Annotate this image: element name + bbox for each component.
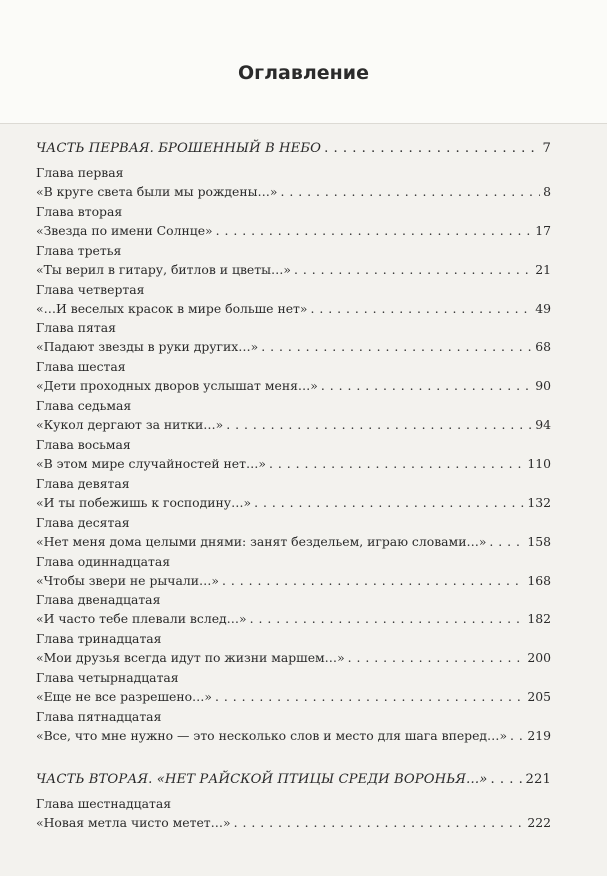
chapter-title: «Кукол дергают за нитки…»	[36, 417, 224, 433]
dot-leader	[254, 493, 524, 512]
toc-chapter	[36, 794, 551, 832]
toc-chapter	[36, 357, 551, 395]
chapter-label: Глава пятая	[36, 320, 116, 336]
chapter-page-number: 68	[535, 339, 551, 355]
toc-chapter	[36, 396, 551, 434]
chapter-page-number: 110	[527, 455, 551, 471]
chapter-line[interactable]	[36, 454, 551, 473]
chapter-title: «Звезда по имени Солнце»	[36, 222, 213, 238]
dot-leader	[250, 609, 525, 628]
chapter-title: «И ты побежишь к господину…»	[36, 494, 252, 510]
chapter-page-number: 21	[535, 261, 551, 277]
chapter-label: Глава первая	[36, 165, 124, 180]
chapter-label: Глава тринадцатая	[36, 631, 162, 647]
chapter-title: «Падают звезды в руки других…»	[36, 339, 259, 355]
chapter-line[interactable]	[36, 299, 551, 318]
chapter-page-number: 219	[527, 727, 551, 743]
chapter-title: «Еще не все разрешено…»	[36, 689, 213, 705]
toc-chapter	[36, 318, 551, 356]
chapter-page-number: 158	[527, 533, 551, 549]
chapter-page-number: 90	[535, 378, 551, 394]
toc-chapter	[36, 552, 551, 590]
toc-chapter	[36, 513, 551, 551]
chapter-title: «Мои друзья всегда идут по жизни маршем…»	[36, 650, 345, 666]
toc-part	[36, 770, 551, 789]
chapter-label: Глава третья	[36, 242, 122, 258]
chapter-label: Глава десятая	[36, 514, 130, 530]
chapter-label: Глава шестая	[36, 359, 126, 375]
part-line[interactable]	[36, 770, 551, 789]
chapter-line[interactable]	[36, 260, 551, 279]
dot-leader	[294, 260, 532, 279]
chapter-page-number: 8	[543, 184, 551, 199]
chapter-line[interactable]	[36, 376, 551, 395]
dot-leader	[234, 813, 525, 832]
chapter-line[interactable]	[36, 493, 551, 512]
chapter-title: «И часто тебе плевали вслед…»	[36, 611, 247, 627]
dot-leader	[490, 770, 522, 789]
chapter-label: Глава двенадцатая	[36, 592, 161, 608]
chapter-label: Глава четвертая	[36, 281, 145, 297]
part-line[interactable]	[36, 139, 551, 158]
chapter-title: «В круге света были мы рождены…»	[36, 184, 278, 199]
chapter-title: «Нет меня дома целыми днями: занят бездельем, играю словами…»	[36, 533, 487, 549]
chapter-line[interactable]	[36, 571, 551, 590]
dot-leader	[269, 454, 524, 473]
part-page-number: 221	[525, 772, 551, 787]
toc-chapter	[36, 590, 551, 628]
page-title: Оглавление	[238, 62, 369, 84]
chapter-page-number: 200	[527, 650, 551, 666]
chapter-label: Глава вторая	[36, 203, 123, 219]
chapter-label: Глава девятая	[36, 475, 130, 491]
part-title: ЧАСТЬ ВТОРАЯ. «НЕТ РАЙСКОЙ ПТИЦЫ СРЕДИ ВОРОНЬЯ…»	[36, 772, 488, 787]
chapter-page-number: 49	[535, 300, 551, 316]
chapter-page-number: 205	[527, 689, 551, 705]
chapter-line[interactable]	[36, 532, 551, 551]
chapter-title: «Ты верил в гитару, битлов и цветы…»	[36, 261, 291, 277]
dot-leader	[310, 299, 532, 318]
toc-chapter	[36, 241, 551, 279]
chapter-title: «Дети проходных дворов услышат меня…»	[36, 378, 318, 394]
part-page-number: 7	[542, 141, 551, 156]
toc-chapter	[36, 202, 551, 240]
toc-part	[36, 139, 551, 158]
chapter-page-number: 17	[535, 222, 551, 238]
part-title: ЧАСТЬ ПЕРВАЯ. БРОШЕННЫЙ В НЕБО	[36, 141, 322, 156]
chapter-label: Глава седьмая	[36, 398, 132, 414]
chapter-page-number: 222	[527, 815, 551, 830]
toc-chapter	[36, 435, 551, 473]
chapter-line[interactable]	[36, 415, 551, 434]
toc-chapter	[36, 474, 551, 512]
chapter-title: «Все, что мне нужно — это несколько слов и место для шага вперед…»	[36, 727, 508, 743]
chapter-page-number: 168	[527, 572, 551, 588]
chapter-title: «Новая метла чисто метет…»	[36, 815, 231, 830]
toc-chapter	[36, 280, 551, 318]
dot-leader	[489, 532, 524, 551]
chapter-title: «…И веселых красок в мире больше нет»	[36, 300, 308, 316]
chapter-label: Глава четырнадцатая	[36, 670, 179, 686]
chapter-label: Глава пятнадцатая	[36, 708, 162, 724]
chapter-line[interactable]	[36, 337, 551, 356]
chapter-label: Глава восьмая	[36, 436, 131, 452]
dot-leader	[226, 415, 532, 434]
page-fold-line	[0, 123, 607, 124]
dot-leader	[261, 337, 532, 356]
chapter-line[interactable]	[36, 648, 551, 667]
chapter-line[interactable]	[36, 687, 551, 706]
chapter-title: «Чтобы звери не рычали…»	[36, 572, 219, 588]
dot-leader	[222, 571, 524, 590]
chapter-line[interactable]	[36, 221, 551, 240]
toc-chapter	[36, 668, 551, 706]
chapter-line[interactable]	[36, 609, 551, 628]
dot-leader	[280, 182, 540, 201]
dot-leader	[216, 221, 533, 240]
dot-leader	[324, 139, 539, 158]
chapter-line[interactable]	[36, 182, 551, 201]
dot-leader	[348, 648, 525, 667]
toc-chapter	[36, 163, 551, 201]
dot-leader	[215, 687, 524, 706]
chapter-page-number: 94	[535, 417, 551, 433]
dot-leader	[321, 376, 532, 395]
toc-chapter	[36, 629, 551, 667]
chapter-line[interactable]	[36, 726, 551, 745]
chapter-page-number: 132	[527, 494, 551, 510]
chapter-label: Глава шестнадцатая	[36, 796, 172, 811]
chapter-page-number: 182	[527, 611, 551, 627]
chapter-line[interactable]	[36, 813, 551, 832]
chapter-title: «В этом мире случайностей нет…»	[36, 455, 266, 471]
chapter-label: Глава одиннадцатая	[36, 553, 171, 569]
toc-chapter	[36, 707, 551, 745]
dot-leader	[510, 726, 524, 745]
